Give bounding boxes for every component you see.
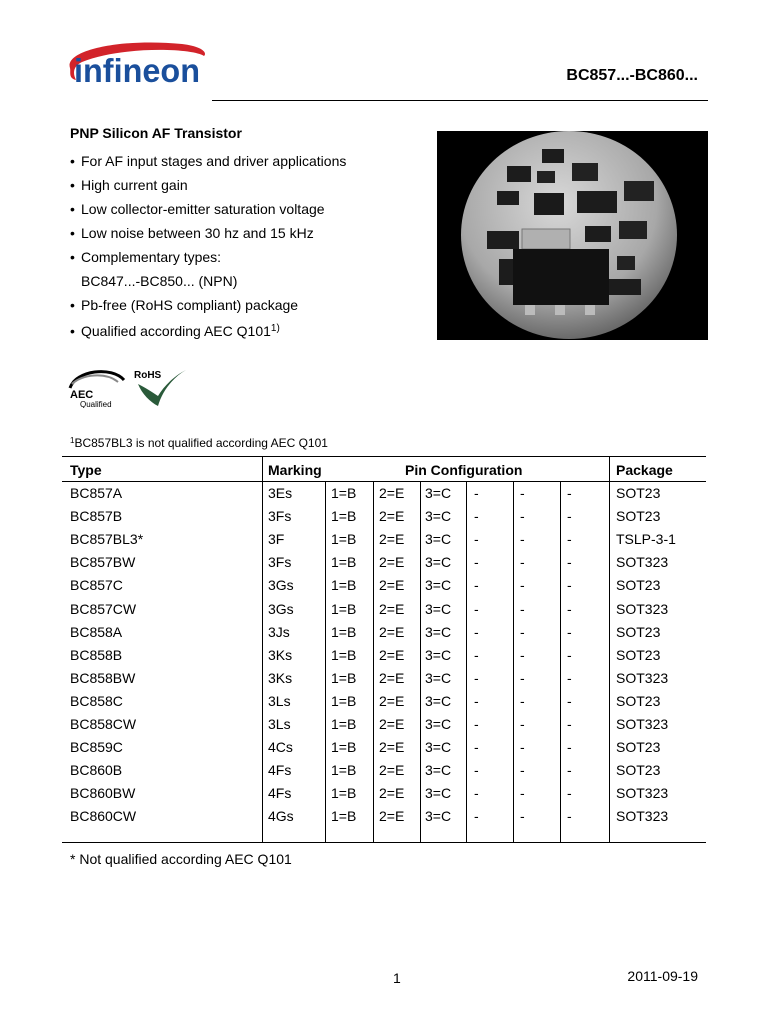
- table-row: [0, 508, 768, 531]
- cell-p1: 1=B: [331, 623, 357, 640]
- table-row: [0, 739, 768, 762]
- cell-type: BC858A: [70, 623, 123, 640]
- svg-text:AEC: AEC: [70, 389, 94, 401]
- cell-p3: 3=C: [425, 785, 452, 802]
- cell-p5: -: [520, 531, 525, 548]
- feature-item: • For AF input stages and driver applications: [70, 153, 347, 169]
- cell-marking: 3Ls: [268, 716, 291, 732]
- cell-p1: 1=B: [331, 808, 357, 825]
- header-pin-configuration: Pin Configuration: [405, 462, 523, 478]
- cell-marking: 3Fs: [268, 508, 292, 525]
- cell-p6: -: [567, 577, 572, 594]
- cell-p1: 1=B: [331, 692, 357, 709]
- cell-p5: -: [520, 785, 525, 802]
- cell-p1: 1=B: [331, 762, 357, 779]
- svg-text:Qualified: Qualified: [80, 400, 112, 408]
- cell-p1: 1=B: [331, 531, 357, 548]
- cell-p1: 1=B: [331, 646, 357, 663]
- cell-marking: 4Fs: [268, 785, 292, 802]
- cell-p2: 2=E: [379, 577, 405, 594]
- cell-p4: -: [474, 716, 479, 732]
- cell-p2: 2=E: [379, 739, 405, 756]
- cell-type: BC858C: [70, 692, 123, 709]
- cell-package: SOT23: [616, 646, 661, 663]
- cell-p5: -: [520, 508, 525, 525]
- cell-p3: 3=C: [425, 739, 452, 756]
- feature-item: • Complementary types:: [70, 249, 222, 265]
- cell-p3: 3=C: [425, 577, 452, 594]
- header-marking: Marking: [268, 462, 322, 478]
- cell-p3: 3=C: [425, 623, 452, 640]
- cell-p5: -: [520, 669, 525, 686]
- cell-marking: 3Ks: [268, 646, 293, 663]
- cell-p6: -: [567, 623, 572, 640]
- cell-p4: -: [474, 808, 479, 825]
- cell-p3: 3=C: [425, 669, 452, 686]
- cell-p4: -: [474, 600, 479, 617]
- cell-p3: 3=C: [425, 531, 452, 548]
- cell-p4: -: [474, 554, 479, 571]
- table-row: [0, 670, 768, 693]
- cell-package: TSLP-3-1: [616, 531, 676, 548]
- cell-p6: -: [567, 600, 572, 617]
- cell-package: SOT323: [616, 785, 669, 802]
- cell-p1: 1=B: [331, 508, 357, 525]
- cell-marking: 3F: [268, 531, 285, 548]
- cell-marking: 3Ls: [268, 692, 291, 709]
- cell-p1: 1=B: [331, 669, 357, 686]
- table-row: [0, 601, 768, 624]
- cell-marking: 3Js: [268, 623, 290, 640]
- cell-p5: -: [520, 762, 525, 779]
- cell-p3: 3=C: [425, 508, 452, 525]
- cell-p2: 2=E: [379, 554, 405, 571]
- feature-list: [70, 149, 430, 343]
- cell-p1: 1=B: [331, 739, 357, 756]
- cell-p6: -: [567, 762, 572, 779]
- cell-p4: -: [474, 485, 479, 501]
- cell-package: SOT323: [616, 716, 669, 732]
- cell-p5: -: [520, 600, 525, 617]
- cell-marking: 3Gs: [268, 577, 294, 594]
- cell-package: SOT23: [616, 508, 661, 525]
- cell-p2: 2=E: [379, 600, 405, 617]
- table-row: [0, 531, 768, 554]
- cell-p5: -: [520, 646, 525, 663]
- table-row: [0, 647, 768, 670]
- cell-p2: 2=E: [379, 485, 405, 501]
- cell-p5: -: [520, 739, 525, 756]
- cell-package: SOT23: [616, 762, 661, 779]
- cell-p1: 1=B: [331, 600, 357, 617]
- aec-qualified-logo: [66, 364, 128, 408]
- cell-type: BC857B: [70, 508, 123, 525]
- cell-type: BC860CW: [70, 808, 137, 825]
- cell-p3: 3=C: [425, 554, 452, 571]
- cell-package: SOT323: [616, 669, 669, 686]
- cell-p6: -: [567, 531, 572, 548]
- cell-p6: -: [567, 808, 572, 825]
- cell-type: BC860B: [70, 762, 123, 779]
- cell-p1: 1=B: [331, 554, 357, 571]
- cell-p3: 3=C: [425, 692, 452, 709]
- infineon-logo: [62, 40, 210, 92]
- product-title: PNP Silicon AF Transistor: [70, 125, 242, 141]
- cell-p2: 2=E: [379, 785, 405, 802]
- cell-p6: -: [567, 646, 572, 663]
- cell-marking: 4Fs: [268, 762, 292, 779]
- document-date: 2011-09-19: [627, 968, 698, 984]
- cell-p6: -: [567, 669, 572, 686]
- cell-p3: 3=C: [425, 762, 452, 779]
- feature-item: • Qualified according AEC Q101$^{1)}$: [70, 323, 280, 339]
- cell-type: BC857A: [70, 485, 123, 501]
- cell-package: SOT23: [616, 623, 661, 640]
- cell-p4: -: [474, 508, 479, 525]
- cell-type: BC857C: [70, 577, 123, 594]
- cell-package: SOT23: [616, 692, 661, 709]
- cell-marking: 3Fs: [268, 554, 292, 571]
- cell-marking: 3Ks: [268, 669, 293, 686]
- header-divider: [212, 100, 708, 101]
- cell-p6: -: [567, 739, 572, 756]
- table-row: [0, 624, 768, 647]
- table-row: [0, 577, 768, 600]
- cell-p4: -: [474, 692, 479, 709]
- cell-p4: -: [474, 577, 479, 594]
- cell-p4: -: [474, 531, 479, 548]
- cell-p5: -: [520, 808, 525, 825]
- cell-p1: 1=B: [331, 716, 357, 732]
- cell-p2: 2=E: [379, 623, 405, 640]
- table-row: [0, 785, 768, 808]
- cell-p4: -: [474, 739, 479, 756]
- cell-type: BC860BW: [70, 785, 136, 802]
- cell-p3: 3=C: [425, 485, 452, 501]
- cell-p6: -: [567, 485, 572, 501]
- cell-p5: -: [520, 485, 525, 501]
- cell-p6: -: [567, 785, 572, 802]
- footnote-not-qualified: * Not qualified according AEC Q101: [70, 851, 292, 867]
- cell-package: SOT23: [616, 739, 661, 756]
- cell-p2: 2=E: [379, 692, 405, 709]
- cell-package: SOT23: [616, 577, 661, 594]
- cell-type: BC858BW: [70, 669, 136, 686]
- cell-p1: 1=B: [331, 577, 357, 594]
- cell-marking: 4Cs: [268, 739, 293, 756]
- cell-type: BC857CW: [70, 600, 137, 617]
- cell-p4: -: [474, 669, 479, 686]
- cell-marking: 3Gs: [268, 600, 294, 617]
- feature-item: • Low noise between 30 hz and 15 kHz: [70, 225, 314, 241]
- cell-p6: -: [567, 508, 572, 525]
- page-number: 1: [393, 970, 401, 986]
- table-row: [0, 716, 768, 739]
- cell-type: BC859C: [70, 739, 123, 756]
- cell-marking: 4Gs: [268, 808, 294, 825]
- cell-p3: 3=C: [425, 646, 452, 663]
- rohs-logo: [128, 362, 188, 408]
- cell-p4: -: [474, 762, 479, 779]
- cell-p5: -: [520, 554, 525, 571]
- cell-p3: 3=C: [425, 808, 452, 825]
- cell-p4: -: [474, 646, 479, 663]
- cell-p2: 2=E: [379, 646, 405, 663]
- cell-p5: -: [520, 692, 525, 709]
- cell-marking: 3Es: [268, 485, 293, 501]
- feature-item-continuation: BC847...-BC850... (NPN): [81, 273, 238, 289]
- cell-p6: -: [567, 692, 572, 709]
- cell-p2: 2=E: [379, 808, 405, 825]
- cell-p6: -: [567, 716, 572, 732]
- product-photo: [437, 131, 708, 340]
- cell-p5: -: [520, 577, 525, 594]
- cell-p5: -: [520, 623, 525, 640]
- cell-type: BC857BL3*: [70, 531, 144, 548]
- header-package: Package: [616, 462, 673, 478]
- cell-p2: 2=E: [379, 762, 405, 779]
- cell-p2: 2=E: [379, 531, 405, 548]
- cell-p1: 1=B: [331, 785, 357, 802]
- document-title: BC857...-BC860...: [566, 67, 698, 84]
- cell-type: BC858CW: [70, 716, 137, 732]
- cell-package: SOT23: [616, 485, 661, 501]
- footnote-reference: 1): [270, 323, 280, 334]
- cell-p5: -: [520, 716, 525, 732]
- cell-type: BC857BW: [70, 554, 136, 571]
- table-row: [0, 485, 768, 508]
- cell-package: SOT323: [616, 554, 669, 571]
- table-row: [0, 762, 768, 785]
- svg-text:RoHS: RoHS: [134, 370, 162, 381]
- cell-p2: 2=E: [379, 508, 405, 525]
- table-row: [0, 808, 768, 831]
- cell-p4: -: [474, 785, 479, 802]
- cell-package: SOT323: [616, 808, 669, 825]
- cell-p4: -: [474, 623, 479, 640]
- table-row: [0, 693, 768, 716]
- cell-p2: 2=E: [379, 669, 405, 686]
- feature-item: • High current gain: [70, 177, 188, 193]
- cell-p1: 1=B: [331, 485, 357, 501]
- svg-text:infineon: infineon: [74, 52, 200, 89]
- table-row: [0, 554, 768, 577]
- cell-p3: 3=C: [425, 716, 452, 732]
- feature-item: • Low collector-emitter saturation voltage: [70, 201, 325, 217]
- cell-p3: 3=C: [425, 600, 452, 617]
- cell-p2: 2=E: [379, 716, 405, 732]
- header-type: Type: [70, 462, 102, 478]
- cell-p6: -: [567, 554, 572, 571]
- cell-package: SOT323: [616, 600, 669, 617]
- footnote-aec: $^1$BC857BL3 is not qualified according AEC Q101: [70, 436, 328, 450]
- feature-item: • Pb-free (RoHS compliant) package: [70, 297, 299, 313]
- cell-type: BC858B: [70, 646, 123, 663]
